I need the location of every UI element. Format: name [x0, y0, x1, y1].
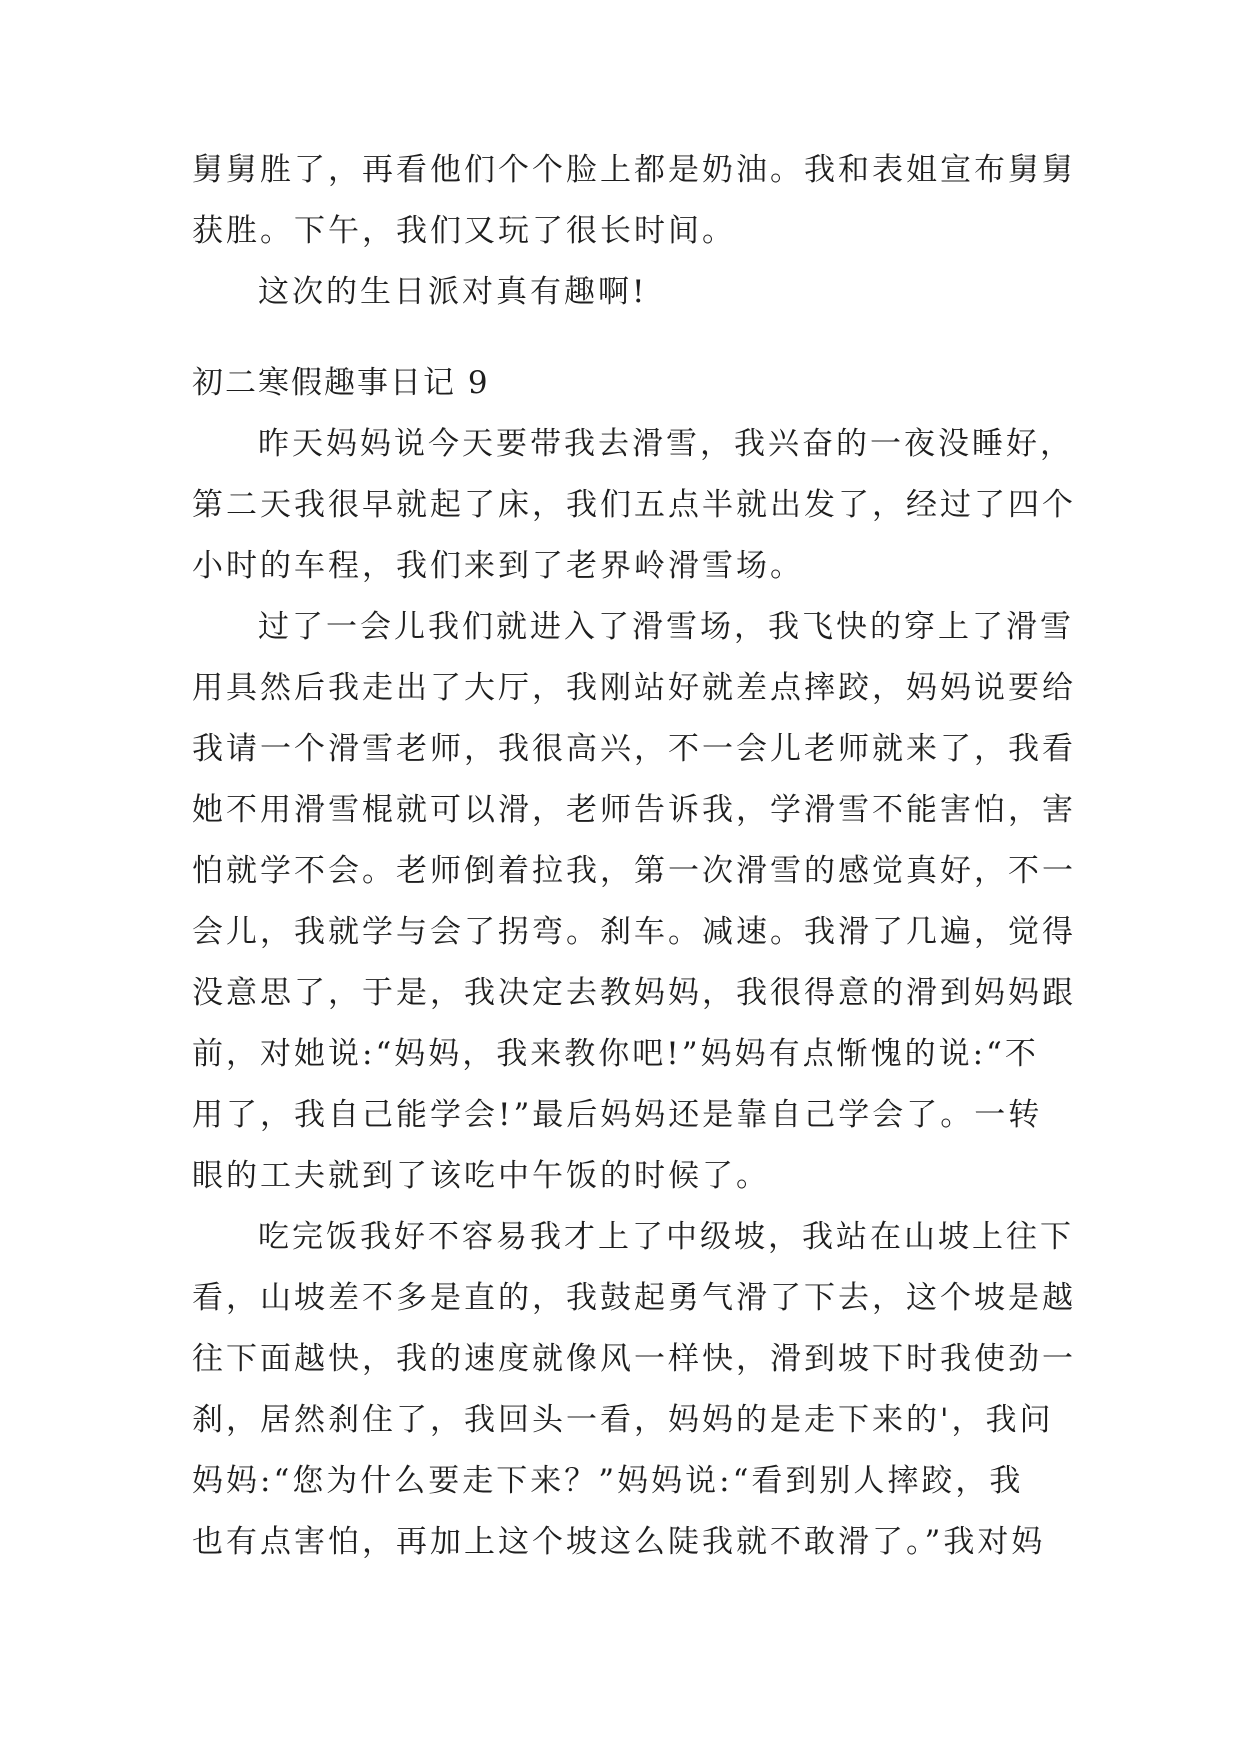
text-line: 会儿，我就学与会了拐弯。刹车。减速。我滑了几遍，觉得	[192, 914, 1076, 950]
text-line: 小时的车程，我们来到了老界岭滑雪场。	[192, 548, 804, 584]
text-line: 也有点害怕，再加上这个坡这么陡我就不敢滑了。”我对妈	[192, 1524, 1046, 1560]
paragraph	[192, 597, 1076, 1207]
text-line: 舅舅胜了，再看他们个个脸上都是奶油。我和表姐宣布舅舅	[192, 152, 1076, 188]
section-gap	[192, 323, 1052, 353]
text-line: 妈妈:“您为什么要走下来？”妈妈说:“看到别人摔跤，我	[192, 1463, 1024, 1499]
text-line: 我请一个滑雪老师，我很高兴，不一会儿老师就来了，我看	[192, 731, 1076, 767]
document-body	[192, 140, 1076, 1573]
text-line: 第二天我很早就起了床，我们五点半就出发了，经过了四个	[192, 487, 1076, 523]
text-line: 往下面越快，我的速度就像风一样快，滑到坡下时我使劲一	[192, 1341, 1076, 1377]
text-line: 昨天妈妈说今天要带我去滑雪，我兴奋的一夜没睡好，	[258, 426, 1074, 462]
text-line: 怕就学不会。老师倒着拉我，第一次滑雪的感觉真好，不一	[192, 853, 1076, 889]
text-line: 用了，我自己能学会!”最后妈妈还是靠自己学会了。一转	[192, 1097, 1043, 1133]
text-line: 过了一会儿我们就进入了滑雪场，我飞快的穿上了滑雪	[258, 609, 1074, 645]
text-line: 获胜。下午，我们又玩了很长时间。	[192, 213, 736, 249]
paragraph	[192, 1207, 1076, 1573]
text-line: 眼的工夫就到了该吃中午饭的时候了。	[192, 1158, 770, 1194]
text-line: 前，对她说:“妈妈，我来教你吧!”妈妈有点惭愧的说:“不	[192, 1036, 1039, 1072]
text-line: 没意思了，于是，我决定去教妈妈，我很得意的滑到妈妈跟	[192, 975, 1076, 1011]
text-line: 看，山坡差不多是直的，我鼓起勇气滑了下去，这个坡是越	[192, 1280, 1076, 1316]
paragraph	[192, 414, 1076, 597]
text-line: 用具然后我走出了大厅，我刚站好就差点摔跤，妈妈说要给	[192, 670, 1076, 706]
text-line: 吃完饭我好不容易我才上了中级坡，我站在山坡上往下	[258, 1219, 1074, 1255]
closing-line: 这次的生日派对真有趣啊!	[258, 274, 648, 310]
section-title: 初二寒假趣事日记 9	[192, 365, 490, 401]
text-line: 刹，居然刹住了，我回头一看，妈妈的是走下来的'，我问	[192, 1402, 1054, 1438]
text-line: 她不用滑雪棍就可以滑，老师告诉我，学滑雪不能害怕，害	[192, 792, 1076, 828]
